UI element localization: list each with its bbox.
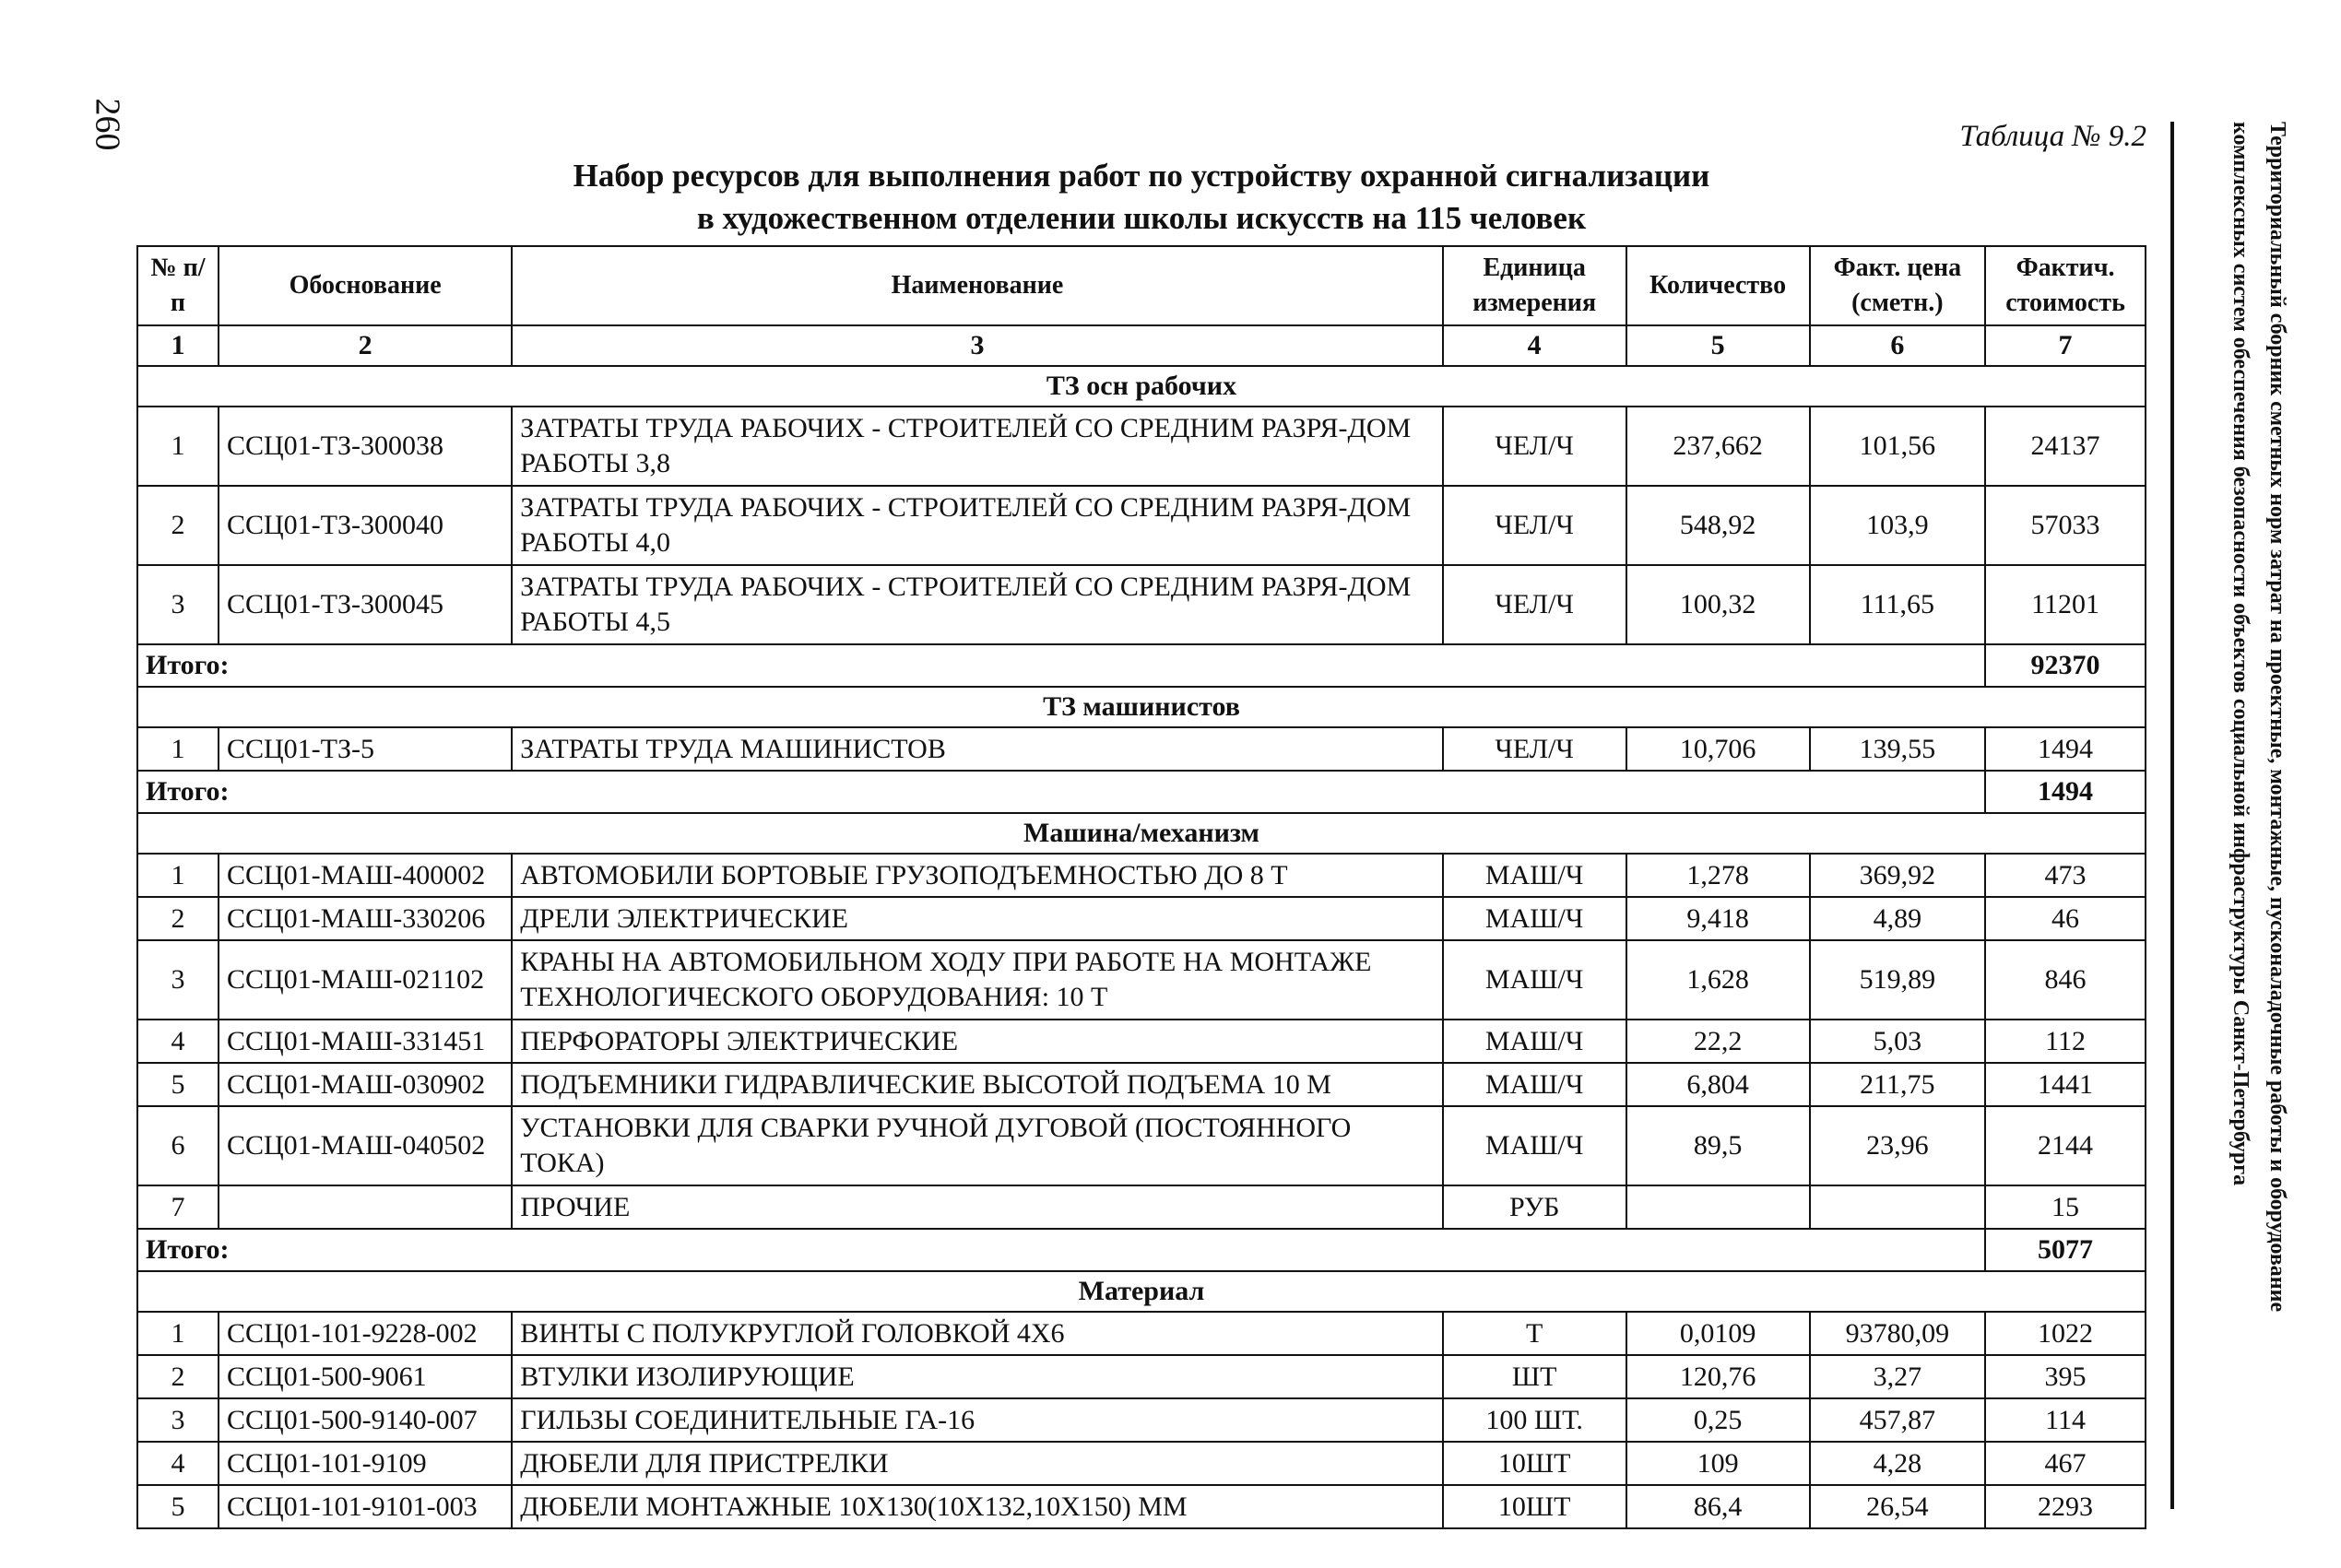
row-cost: 112 <box>1985 1020 2146 1063</box>
row-cost: 1022 <box>1985 1312 2146 1355</box>
header-unit: Единица измерения <box>1443 246 1626 325</box>
table-row <box>137 1106 2146 1185</box>
table-row <box>137 1020 2146 1063</box>
section-title: ТЗ машинистов <box>137 687 2146 727</box>
row-quantity: 89,5 <box>1626 1106 1810 1185</box>
row-price: 93780,09 <box>1810 1312 1986 1355</box>
row-unit: ЧЕЛ/Ч <box>1443 565 1626 644</box>
column-number: 6 <box>1810 325 1986 366</box>
row-unit: МАШ/Ч <box>1443 1063 1626 1106</box>
table-number: Таблица № 9.2 <box>1959 120 2146 153</box>
row-basis-code: ССЦ01-500-9140-007 <box>219 1398 512 1442</box>
row-number: 2 <box>137 897 219 940</box>
table-row <box>137 1312 2146 1355</box>
table-row <box>137 727 2146 771</box>
row-cost: 2144 <box>1985 1106 2146 1185</box>
row-basis-code: ССЦ01-МАШ-400002 <box>219 854 512 897</box>
row-unit: ШТ <box>1443 1355 1626 1398</box>
row-number: 2 <box>137 486 219 565</box>
row-resource-name: ПЕРФОРАТОРЫ ЭЛЕКТРИЧЕСКИЕ <box>512 1020 1442 1063</box>
side-caption-line-1: Территориальный сборник сметных норм затрат на проектные, монтажные, пусконаладочные работы и оборудование <box>2265 122 2289 1313</box>
row-resource-name: ДРЕЛИ ЭЛЕКТРИЧЕСКИЕ <box>512 897 1442 940</box>
row-price: 519,89 <box>1810 940 1986 1020</box>
total-label: Итого: <box>137 1229 1985 1271</box>
resource-table <box>136 245 2146 1529</box>
header-qty: Количество <box>1626 246 1810 325</box>
row-number: 4 <box>137 1442 219 1485</box>
row-unit: РУБ <box>1443 1185 1626 1229</box>
row-price: 3,27 <box>1810 1355 1986 1398</box>
row-quantity <box>1626 1185 1810 1229</box>
row-basis-code: ССЦ01-ТЗ-300045 <box>219 565 512 644</box>
row-unit: ЧЕЛ/Ч <box>1443 407 1626 486</box>
row-cost: 1441 <box>1985 1063 2146 1106</box>
side-caption-line-2: комплексных систем обеспечения безопасности объектов социальной инфраструктуры Санкт-Петербурга <box>2229 122 2252 1186</box>
row-basis-code: ССЦ01-МАШ-040502 <box>219 1106 512 1185</box>
table-body <box>137 366 2146 1528</box>
table-row <box>137 1398 2146 1442</box>
row-basis-code: ССЦ01-ТЗ-300040 <box>219 486 512 565</box>
section-header-row <box>137 687 2146 727</box>
table-title-line-1: Набор ресурсов для выполнения работ по устройству охранной сигнализации <box>573 158 1710 194</box>
row-resource-name: УСТАНОВКИ ДЛЯ СВАРКИ РУЧНОЙ ДУГОВОЙ (ПОСТОЯННОГО ТОКА) <box>512 1106 1442 1185</box>
table-row <box>137 1185 2146 1229</box>
row-unit: ЧЕЛ/Ч <box>1443 486 1626 565</box>
side-caption <box>2204 122 2296 1504</box>
row-price: 211,75 <box>1810 1063 1986 1106</box>
table-row <box>137 407 2146 486</box>
table-row <box>137 1063 2146 1106</box>
row-cost: 467 <box>1985 1442 2146 1485</box>
row-cost: 24137 <box>1985 407 2146 486</box>
header-row <box>137 246 2146 325</box>
row-quantity: 10,706 <box>1626 727 1810 771</box>
row-basis-code: ССЦ01-МАШ-030902 <box>219 1063 512 1106</box>
row-quantity: 0,0109 <box>1626 1312 1810 1355</box>
row-resource-name: ДЮБЕЛИ МОНТАЖНЫЕ 10Х130(10Х132,10Х150) ММ <box>512 1485 1442 1528</box>
row-basis-code: ССЦ01-101-9228-002 <box>219 1312 512 1355</box>
section-total-row <box>137 1229 2146 1271</box>
row-number: 5 <box>137 1485 219 1528</box>
row-price <box>1810 1185 1986 1229</box>
row-unit: МАШ/Ч <box>1443 897 1626 940</box>
row-unit: Т <box>1443 1312 1626 1355</box>
row-basis-code: ССЦ01-МАШ-021102 <box>219 940 512 1020</box>
table-title <box>136 155 2146 240</box>
row-quantity: 237,662 <box>1626 407 1810 486</box>
section-header-row <box>137 1271 2146 1312</box>
table-row <box>137 565 2146 644</box>
row-quantity: 6,804 <box>1626 1063 1810 1106</box>
row-quantity: 109 <box>1626 1442 1810 1485</box>
header-price: Факт. цена (сметн.) <box>1810 246 1986 325</box>
row-number: 3 <box>137 565 219 644</box>
header-basis: Обоснование <box>219 246 512 325</box>
row-quantity: 9,418 <box>1626 897 1810 940</box>
row-unit: 100 ШТ. <box>1443 1398 1626 1442</box>
section-title: Материал <box>137 1271 2146 1312</box>
row-resource-name: ГИЛЬЗЫ СОЕДИНИТЕЛЬНЫЕ ГА-16 <box>512 1398 1442 1442</box>
row-number: 1 <box>137 854 219 897</box>
header-num: № п/п <box>137 246 219 325</box>
table-row <box>137 854 2146 897</box>
table-row <box>137 1442 2146 1485</box>
row-unit: МАШ/Ч <box>1443 854 1626 897</box>
row-price: 111,65 <box>1810 565 1986 644</box>
row-unit: МАШ/Ч <box>1443 940 1626 1020</box>
column-number: 5 <box>1626 325 1810 366</box>
section-total-row <box>137 771 2146 813</box>
total-label: Итого: <box>137 644 1985 687</box>
row-unit: МАШ/Ч <box>1443 1106 1626 1185</box>
row-price: 5,03 <box>1810 1020 1986 1063</box>
row-resource-name: АВТОМОБИЛИ БОРТОВЫЕ ГРУЗОПОДЪЕМНОСТЬЮ ДО 8 Т <box>512 854 1442 897</box>
row-basis-code: ССЦ01-101-9101-003 <box>219 1485 512 1528</box>
column-number: 3 <box>512 325 1442 366</box>
row-basis-code: ССЦ01-500-9061 <box>219 1355 512 1398</box>
row-basis-code: ССЦ01-ТЗ-300038 <box>219 407 512 486</box>
row-resource-name: КРАНЫ НА АВТОМОБИЛЬНОМ ХОДУ ПРИ РАБОТЕ НА МОНТАЖЕ ТЕХНОЛОГИЧЕСКОГО ОБОРУДОВАНИЯ: 10 Т <box>512 940 1442 1020</box>
section-title: ТЗ осн рабочих <box>137 366 2146 407</box>
row-number: 6 <box>137 1106 219 1185</box>
column-number: 1 <box>137 325 219 366</box>
row-resource-name: ВИНТЫ С ПОЛУКРУГЛОЙ ГОЛОВКОЙ 4Х6 <box>512 1312 1442 1355</box>
table-row <box>137 1485 2146 1528</box>
column-number-row <box>137 325 2146 366</box>
table-row <box>137 1355 2146 1398</box>
row-resource-name: ДЮБЕЛИ ДЛЯ ПРИСТРЕЛКИ <box>512 1442 1442 1485</box>
row-resource-name: ЗАТРАТЫ ТРУДА РАБОЧИХ - СТРОИТЕЛЕЙ СО СРЕДНИМ РАЗРЯ-ДОМ РАБОТЫ 3,8 <box>512 407 1442 486</box>
row-unit: 10ШТ <box>1443 1485 1626 1528</box>
total-value: 5077 <box>1985 1229 2146 1271</box>
row-price: 101,56 <box>1810 407 1986 486</box>
row-cost: 46 <box>1985 897 2146 940</box>
row-quantity: 22,2 <box>1626 1020 1810 1063</box>
row-basis-code: ССЦ01-ТЗ-5 <box>219 727 512 771</box>
row-cost: 473 <box>1985 854 2146 897</box>
row-resource-name: ЗАТРАТЫ ТРУДА МАШИНИСТОВ <box>512 727 1442 771</box>
row-resource-name: ПРОЧИЕ <box>512 1185 1442 1229</box>
table-row <box>137 897 2146 940</box>
row-number: 1 <box>137 1312 219 1355</box>
row-quantity: 86,4 <box>1626 1485 1810 1528</box>
row-number: 1 <box>137 407 219 486</box>
row-number: 3 <box>137 940 219 1020</box>
row-basis-code: ССЦ01-МАШ-330206 <box>219 897 512 940</box>
row-price: 457,87 <box>1810 1398 1986 1442</box>
total-value: 92370 <box>1985 644 2146 687</box>
row-unit: ЧЕЛ/Ч <box>1443 727 1626 771</box>
row-cost: 11201 <box>1985 565 2146 644</box>
section-title: Машина/механизм <box>137 813 2146 854</box>
row-number: 3 <box>137 1398 219 1442</box>
page-number: 260 <box>88 98 127 151</box>
section-header-row <box>137 366 2146 407</box>
row-unit: МАШ/Ч <box>1443 1020 1626 1063</box>
row-price: 26,54 <box>1810 1485 1986 1528</box>
row-price: 103,9 <box>1810 486 1986 565</box>
row-basis-code: ССЦ01-101-9109 <box>219 1442 512 1485</box>
row-cost: 846 <box>1985 940 2146 1020</box>
column-number: 4 <box>1443 325 1626 366</box>
row-number: 5 <box>137 1063 219 1106</box>
row-number: 4 <box>137 1020 219 1063</box>
row-price: 23,96 <box>1810 1106 1986 1185</box>
row-price: 139,55 <box>1810 727 1986 771</box>
row-cost: 57033 <box>1985 486 2146 565</box>
side-divider <box>2170 122 2174 1509</box>
row-quantity: 100,32 <box>1626 565 1810 644</box>
row-number: 7 <box>137 1185 219 1229</box>
row-cost: 114 <box>1985 1398 2146 1442</box>
header-cost: Фактич. стоимость <box>1985 246 2146 325</box>
section-total-row <box>137 644 2146 687</box>
header-name: Наименование <box>512 246 1442 325</box>
row-price: 4,89 <box>1810 897 1986 940</box>
row-cost: 1494 <box>1985 727 2146 771</box>
column-number: 7 <box>1985 325 2146 366</box>
row-cost: 395 <box>1985 1355 2146 1398</box>
row-unit: 10ШТ <box>1443 1442 1626 1485</box>
table-row <box>137 940 2146 1020</box>
row-resource-name: ЗАТРАТЫ ТРУДА РАБОЧИХ - СТРОИТЕЛЕЙ СО СРЕДНИМ РАЗРЯ-ДОМ РАБОТЫ 4,0 <box>512 486 1442 565</box>
row-cost: 2293 <box>1985 1485 2146 1528</box>
row-resource-name: ПОДЪЕМНИКИ ГИДРАВЛИЧЕСКИЕ ВЫСОТОЙ ПОДЪЕМА 10 М <box>512 1063 1442 1106</box>
row-price: 4,28 <box>1810 1442 1986 1485</box>
row-quantity: 1,278 <box>1626 854 1810 897</box>
row-resource-name: ЗАТРАТЫ ТРУДА РАБОЧИХ - СТРОИТЕЛЕЙ СО СРЕДНИМ РАЗРЯ-ДОМ РАБОТЫ 4,5 <box>512 565 1442 644</box>
table-row <box>137 486 2146 565</box>
row-basis-code <box>219 1185 512 1229</box>
column-number: 2 <box>219 325 512 366</box>
table-title-line-2: в художественном отделении школы искусств на 115 человек <box>696 200 1587 236</box>
row-resource-name: ВТУЛКИ ИЗОЛИРУЮЩИЕ <box>512 1355 1442 1398</box>
section-header-row <box>137 813 2146 854</box>
row-cost: 15 <box>1985 1185 2146 1229</box>
total-value: 1494 <box>1985 771 2146 813</box>
row-number: 1 <box>137 727 219 771</box>
row-quantity: 120,76 <box>1626 1355 1810 1398</box>
row-basis-code: ССЦ01-МАШ-331451 <box>219 1020 512 1063</box>
row-quantity: 0,25 <box>1626 1398 1810 1442</box>
row-quantity: 1,628 <box>1626 940 1810 1020</box>
row-quantity: 548,92 <box>1626 486 1810 565</box>
row-price: 369,92 <box>1810 854 1986 897</box>
row-number: 2 <box>137 1355 219 1398</box>
total-label: Итого: <box>137 771 1985 813</box>
